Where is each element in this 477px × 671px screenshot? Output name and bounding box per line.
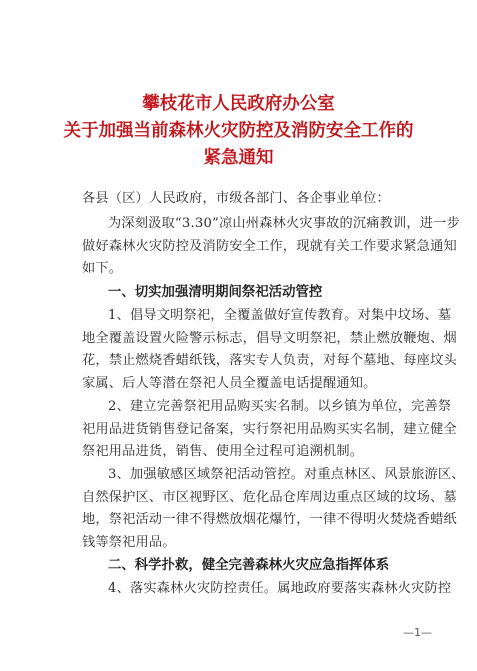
title-line-3: 紧急通知 bbox=[203, 148, 274, 168]
intro-line-3: 如下。 bbox=[82, 261, 123, 276]
para-3-line-3: 地，祭祀活动一律不得燃放烟花爆竹，一律不得明火焚烧香蜡纸 bbox=[82, 512, 457, 527]
para-3-line-4: 钱等祭祀用品。 bbox=[82, 535, 176, 550]
salutation: 各县（区）人民政府，市级各部门、各企事业单位： bbox=[82, 191, 390, 206]
title-line-1: 攀枝花市人民政府办公室 bbox=[142, 94, 335, 114]
title-line-2: 关于加强当前森林火灾防控及消防安全工作的 bbox=[63, 121, 414, 141]
para-1-line-3: 花，禁止燃烧香蜡纸钱，落实专人负责，对每个墓地、每座坟头 bbox=[82, 353, 457, 368]
para-2-line-1: 2、建立完善祭祀用品购买实名制。以乡镇为单位，完善祭 bbox=[108, 399, 452, 414]
para-3-line-2: 自然保护区、市区视野区、危化品仓库周边重点区域的坟场、墓 bbox=[82, 490, 457, 505]
para-2-line-3: 祭祀用品进货，销售、使用全过程可追溯机制。 bbox=[82, 444, 364, 459]
section-1-heading: 一、切实加强清明期间祭祀活动管控 bbox=[108, 285, 323, 300]
para-4-line-1: 4、落实森林火灾防控责任。属地政府要落实森林火灾防控 bbox=[108, 581, 452, 596]
page-number: —1— bbox=[403, 626, 432, 639]
para-1-line-1: 1、倡导文明祭祀，全覆盖做好宣传教育。对集中坟场、墓 bbox=[108, 308, 452, 323]
para-1-line-2: 地全覆盖设置火险警示标志，倡导文明祭祀，禁止燃放鞭炮、烟 bbox=[82, 331, 457, 346]
para-1-line-4: 家属、后人等潜在祭祀人员全覆盖电话提醒通知。 bbox=[82, 376, 377, 391]
intro-line-1: 为深刻汲取“3.30”凉山州森林火灾事故的沉痛教训，进一步 bbox=[108, 216, 460, 231]
para-3-line-1: 3、加强敏感区域祭祀活动管控。对重点林区、风景旅游区、 bbox=[108, 467, 465, 482]
para-2-line-2: 祀用品进货销售登记备案，实行祭祀用品购买实名制，建立健全 bbox=[82, 422, 457, 437]
intro-line-2: 做好森林火灾防控及消防安全工作，现就有关工作要求紧急通知 bbox=[82, 239, 457, 254]
section-2-heading: 二、科学扑救，健全完善森林火灾应急指挥体系 bbox=[108, 558, 390, 573]
